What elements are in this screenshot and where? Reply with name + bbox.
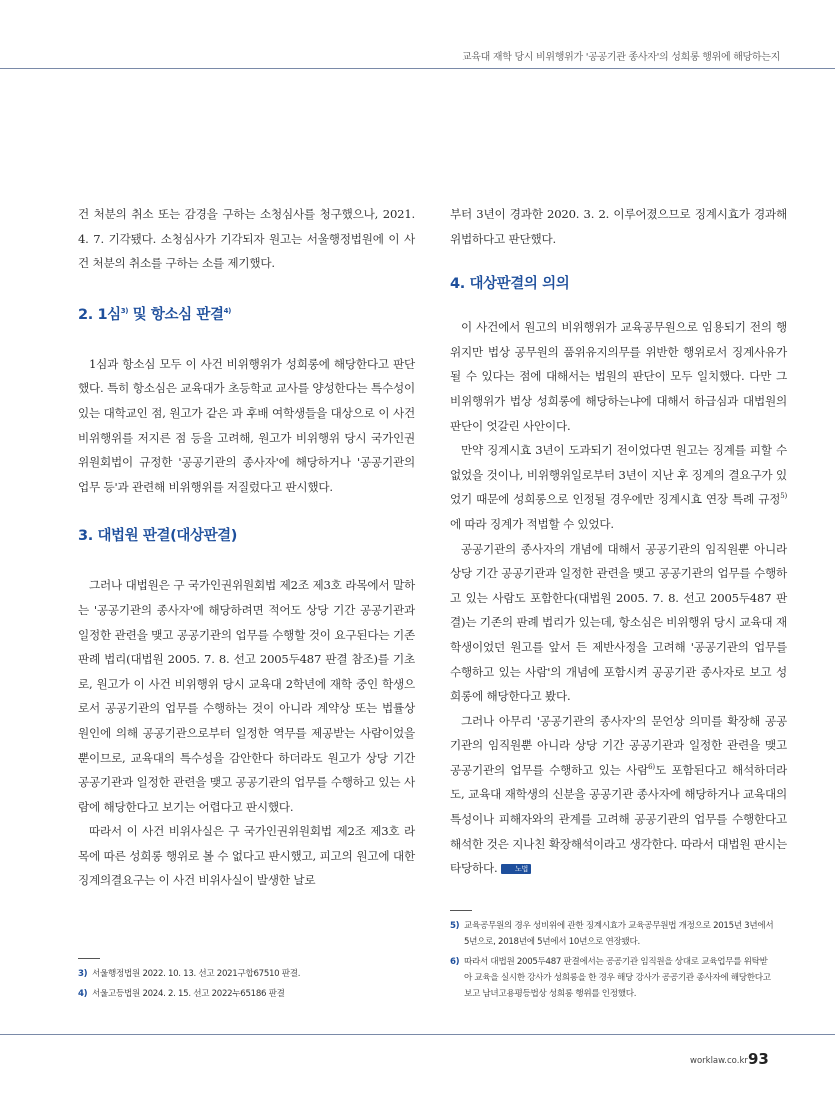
section-heading-3: 3. 대법원 판결(대상판결) (78, 528, 238, 545)
author-badge: 노법 (501, 864, 531, 874)
footnote-ref: 5) (780, 492, 787, 501)
footer-rule (0, 1034, 835, 1035)
footnotes-right (450, 918, 774, 1002)
page-number: 93 (748, 1050, 769, 1068)
paragraph: 만약 징계시효 3년이 도과되기 전이었다면 원고는 징계를 피할 수 없었을 것이나, 비위행위일로부터 3년이 지난 후 징계의 결요구가 있었기 때문에 성희롱으로 인정될 경우에만 징계시효 연장 특례 규정$^{5)}$에 따라 징계가 적법할 수 있었다. (450, 443, 787, 531)
footnote-rule (78, 958, 100, 959)
paragraph: 이 사건에서 원고의 비위행위가 교육공무원으로 임용되기 전의 행위지만 법상 공무원의 품위유지의무를 위반한 행위로서 징계사유가 될 수 있다는 점에 대해서는 법원의 판단이 모두 일치했다. 다만 그 비위행위가 법상 성희롱에 해당하는냐에 대해서 하급심과 대법원의 판단이 엇갈린 사안이다. (450, 320, 787, 433)
paragraph: 그러나 대법원은 구 국가인권위원회법 제2조 제3호 라목에서 말하는 '공공기관의 종사자'에 해당하려면 적어도 상당 기간 공공기관과 일정한 관련을 맺고 공공기관의 업무를 수행할 것이 요구된다는 기존 판례 법리(대법원 2005. 7. 8. 선고 2005두487 판결 참조)를 기초로, 원고가 이 사건 비위행위 당시 교육대 2학년에 재학 중인 학생으로서 공공기관의 업무를 수행하는 것이 아니라 계약상 또는 법률상 원인에 의해 공공기관으로부터 일정한 역무를 제공받는 사람이었을 뿐이므로, 교육대의 특수성을 감안한다 하더라도 원고가 상당 기간 공공기관과 일정한 관련을 맺고 공공기관의 업무를 수행하고 있는 사람에 해당한다고 보기는 어렵다고 판시했다. (78, 578, 415, 814)
paragraph: 따라서 이 사건 비위사실은 구 국가인권위원회법 제2조 제3호 라목에 따른 성희롱 행위로 볼 수 없다고 판시했고, 피고의 원고에 대한 징계의결요구는 이 사건 비위사실이 발생한 날로 (78, 824, 415, 888)
footnotes-left (78, 966, 402, 1002)
footnote: 5) 교육공무원의 경우 성비위에 관한 징계시효가 교육공무원법 개정으로 2015년 3년에서 5년으로, 2018년에 5년에서 10년으로 연장됐다. (450, 921, 774, 947)
paragraph: 부터 3년이 경과한 2020. 3. 2. 이루어졌으므로 징계시효가 경과해 위법하다고 판단했다. (450, 207, 787, 246)
footer-website: worklaw.co.kr (690, 1056, 748, 1066)
section-heading-4: 4. 대상판결의 의의 (450, 276, 570, 293)
paragraph: 건 처분의 취소 또는 감경을 구하는 소청심사를 청구했으나, 2021. 4. 7. 기각됐다. 소청심사가 기각되자 원고는 서울행정법원에 이 사건 처분의 취소를 구하는 소를 제기했다. (78, 207, 415, 271)
footnote: 4) 서울고등법원 2024. 2. 15. 선고 2022누65186 판결 (78, 989, 285, 999)
footnote-ref: 3) (120, 306, 129, 315)
header-rule (0, 68, 835, 69)
footnote-ref: 4) (223, 306, 231, 315)
running-header: 교육대 재학 당시 비위행위가 '공공기관 종사자'의 성희롱 행위에 해당하는지 (461, 52, 780, 63)
left-column (78, 202, 415, 893)
footnote-rule (450, 910, 472, 911)
right-column (450, 202, 787, 881)
paragraph: 공공기관의 종사자의 개념에 대해서 공공기관의 임직원뿐 아니라 상당 기간 공공기관과 일정한 관련을 맺고 공공기관의 업무를 수행하고 있는 사람도 포함한다(대법원 2005. 7. 8. 선고 2005두487 판결)는 기존의 판례 법리가 있는데, 항소심은 비위행위 당시 교육대 재학생이었던 원고를 앞서 든 제반사정을 고려해 '공공기관의 업무를 수행하고 있는 사람'의 개념에 포함시켜 공공기관 종사자로 보고 성희롱에 해당한다고 봤다. (450, 541, 787, 704)
footnote: 3) 서울행정법원 2022. 10. 13. 선고 2021구합67510 판결. (78, 969, 301, 979)
footnote-ref: 6) (648, 763, 655, 772)
paragraph: 1심과 항소심 모두 이 사건 비위행위가 성희롱에 해당한다고 판단했다. 특히 항소심은 교육대가 초등학교 교사를 양성한다는 특수성이 있는 대학교인 점, 원고가 같은 과 후배 여학생들을 대상으로 이 사건 비위행위를 저지른 점 등을 고려해, 원고가 비위행위 당시 국가인권위원회법이 규정한 '공공기관의 종사자'에 해당하거나 '공공기관의 업무 등'과 관련해 비위행위를 저질렀다고 판시했다. (78, 356, 415, 494)
paragraph: 그러나 아무리 '공공기관의 종사자'의 문언상 의미를 확장해 공공기관의 임직원뿐 아니라 상당 기간 공공기관과 일정한 관련을 맺고 공공기관의 업무를 수행하고 있는 사람$^{6)}$도 포함된다고 해석하더라도, 교육대 재학생의 신분을 공공기관 종사자에 해당하거나 교육대의 특성이나 피해자와의 관계를 고려해 공공기관의 업무를 수행한다고 해석한 것은 지나친 확장해석이라고 생각한다. 따라서 대법원 판시는 타당하다. 노법 (450, 713, 788, 876)
section-heading-2: 2. 1심$^{3)}$ 및 항소심 판결$^{4)}$ (78, 306, 231, 323)
footnote: 6) 따라서 대법원 2005두487 판결에서는 공공기관 임직원을 상대로 교육업무를 위탁받아 교육을 실시한 강사가 성희롱을 한 경우 해당 강사가 공공기관 종사자에 해당한다고 보고 남녀고용평등법상 성희롱 행위를 인정했다. (450, 957, 771, 999)
